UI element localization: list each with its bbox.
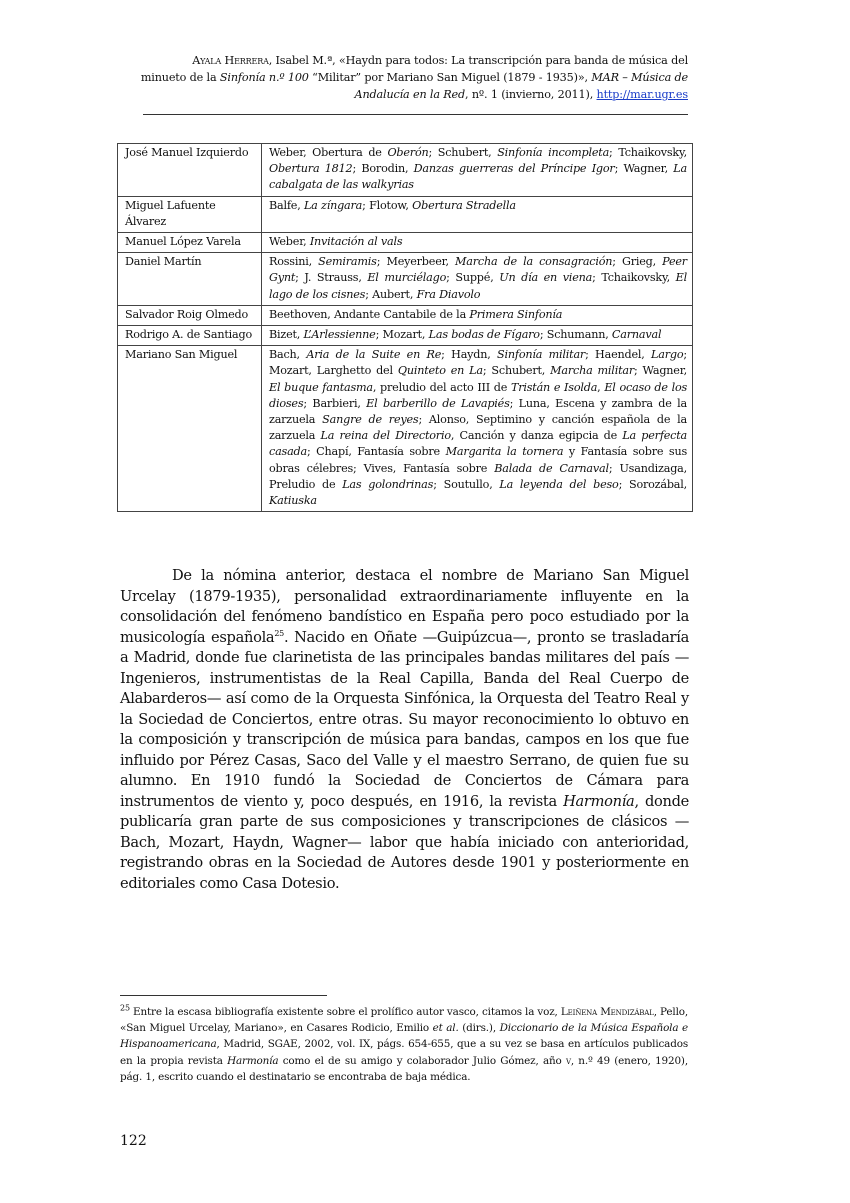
- body-paragraph: De la nómina anterior, destaca el nombre de Mariano San Miguel Urcelay (1879-1935), personalidad extraordinariamente influyente en la consolidación del fenómeno bandístico en España pero poco estudiado por la musicología española$^{25}$. Nacido en Oñate —Guipúzcua—, pronto se trasladaría a Madrid, donde fue clarinetista de las principales bandas militares del país —Ingenieros, instrumentistas de la Real Capilla, Banda del Real Cuerpo de Alabarderos— así como de la Orquesta Sinfónica, la Orquesta del Teatro Real y la Sociedad de Conciertos, entre otras. Su mayor reconocimiento lo obtuvo en la composición y transcripción de música para bandas, campos en los que fue influido por Pérez Casas, Saco del Valle y el maestro Serrano, de quien fue su alumno. En 1910 fundó la Sociedad de Conciertos de Cámara para instrumentos de viento y, poco después, en 1916, la revista Harmonía, donde publicaría gran parte de sus composiciones y transcripciones de clásicos —Bach, Mozart, Haydn, Wagner— labor que había iniciado con anterioridad, registrando obras en la Sociedad de Autores desde 1901 y posteriormente en editoriales como Casa Dotesio.: [120, 567, 690, 892]
- table-row: [118, 253, 693, 306]
- works-list: Beethoven, Andante Cantabile de la Primera Sinfonía: [262, 305, 693, 325]
- header-divider: [143, 114, 688, 115]
- table-row: [118, 326, 693, 346]
- arranger-name: Manuel López Varela: [118, 233, 262, 253]
- footnote-divider: [120, 995, 327, 996]
- header-author: Ayala Herrera: [192, 54, 269, 67]
- arranger-name: Daniel Martín: [118, 253, 262, 306]
- running-header: Ayala Herrera, Isabel M.ª, «Haydn para todos: La transcripción para banda de música del minueto de la Sinfonía n.º 100 “Militar” por Mariano San Miguel (1879 - 1935)», MAR – Música de Andalucía en la Red, nº. 1 (invierno, 2011), http://mar.ugr.es: [140, 54, 688, 101]
- table-row: [118, 305, 693, 325]
- works-list: Weber, Obertura de Oberón; Schubert, Sinfonía incompleta; Tchaikovsky, Obertura 1812; Borodin, Danzas guerreras del Príncipe Igor; Wagner, La cabalgata de las walkyrias: [262, 144, 693, 197]
- arranger-name: Miguel Lafuente Álvarez: [118, 196, 262, 232]
- works-list: Bizet, L’Arlessienne; Mozart, Las bodas de Fígaro; Schumann, Carnaval: [262, 326, 693, 346]
- journal-link[interactable]: http://mar.ugr.es: [596, 88, 688, 101]
- footnote-ref[interactable]: 25: [274, 628, 284, 638]
- works-list: Balfe, La zíngara; Flotow, Obertura Stradella: [262, 196, 693, 232]
- works-list: Weber, Invitación al vals: [262, 233, 693, 253]
- page-number: 122: [120, 1133, 147, 1149]
- table-row: [118, 233, 693, 253]
- table-row: [118, 346, 693, 512]
- arranger-name: Rodrigo A. de Santiago: [118, 326, 262, 346]
- arranger-name: Salvador Roig Olmedo: [118, 305, 262, 325]
- works-list: Bach, Aria de la Suite en Re; Haydn, Sinfonía militar; Haendel, Largo; Mozart, Larghetto del Quinteto en La; Schubert, Marcha militar; Wagner, El buque fantasma, preludio del acto III de Tristán e Isolda, El ocaso de los dioses; Barbieri, El barberillo de Lavapiés; Luna, Escena y zambra de la zarzuela Sangre de reyes; Alonso, Septimino y canción española de la zarzuela La reina del Directorio, Canción y danza egipcia de La perfecta casada; Chapí, Fantasía sobre Margarita la tornera y Fantasía sobre sus obras célebres; Vives, Fantasía sobre Balada de Carnaval; Usandizaga, Preludio de Las golondrinas; Soutullo, La leyenda del beso; Sorozábal, Katiuska: [262, 346, 693, 512]
- arranger-name: Mariano San Miguel: [118, 346, 262, 512]
- transcriptions-table: [117, 143, 693, 512]
- table-row: [118, 196, 693, 232]
- works-list: Rossini, Semiramis; Meyerbeer, Marcha de la consagración; Grieg, Peer Gynt; J. Strauss, El murciélago; Suppé, Un día en viena; Tchaikovsky, El lago de los cisnes; Aubert, Fra Diavolo: [262, 253, 693, 306]
- table-row: [118, 144, 693, 197]
- arranger-name: José Manuel Izquierdo: [118, 144, 262, 197]
- footnote: $^{25}$ Entre la escasa bibliografía existente sobre el prolífico autor vasco, citamos la voz, Leiñena Mendizábal, Pello, «San Miguel Urcelay, Mariano», en Casares Rodicio, Emilio et al. (dirs.), Diccionario de la Música Española e Hispanoamericana, Madrid, SGAE, 2002, vol. IX, págs. 654-655, que a su vez se basa en artículos publicados en la propia revista Harmonía como el de su amigo y colaborador Julio Gómez, año v, n.º 49 (enero, 1920), pág. 1, escrito cuando el destinatario se encontraba de baja médica.: [120, 1003, 689, 1083]
